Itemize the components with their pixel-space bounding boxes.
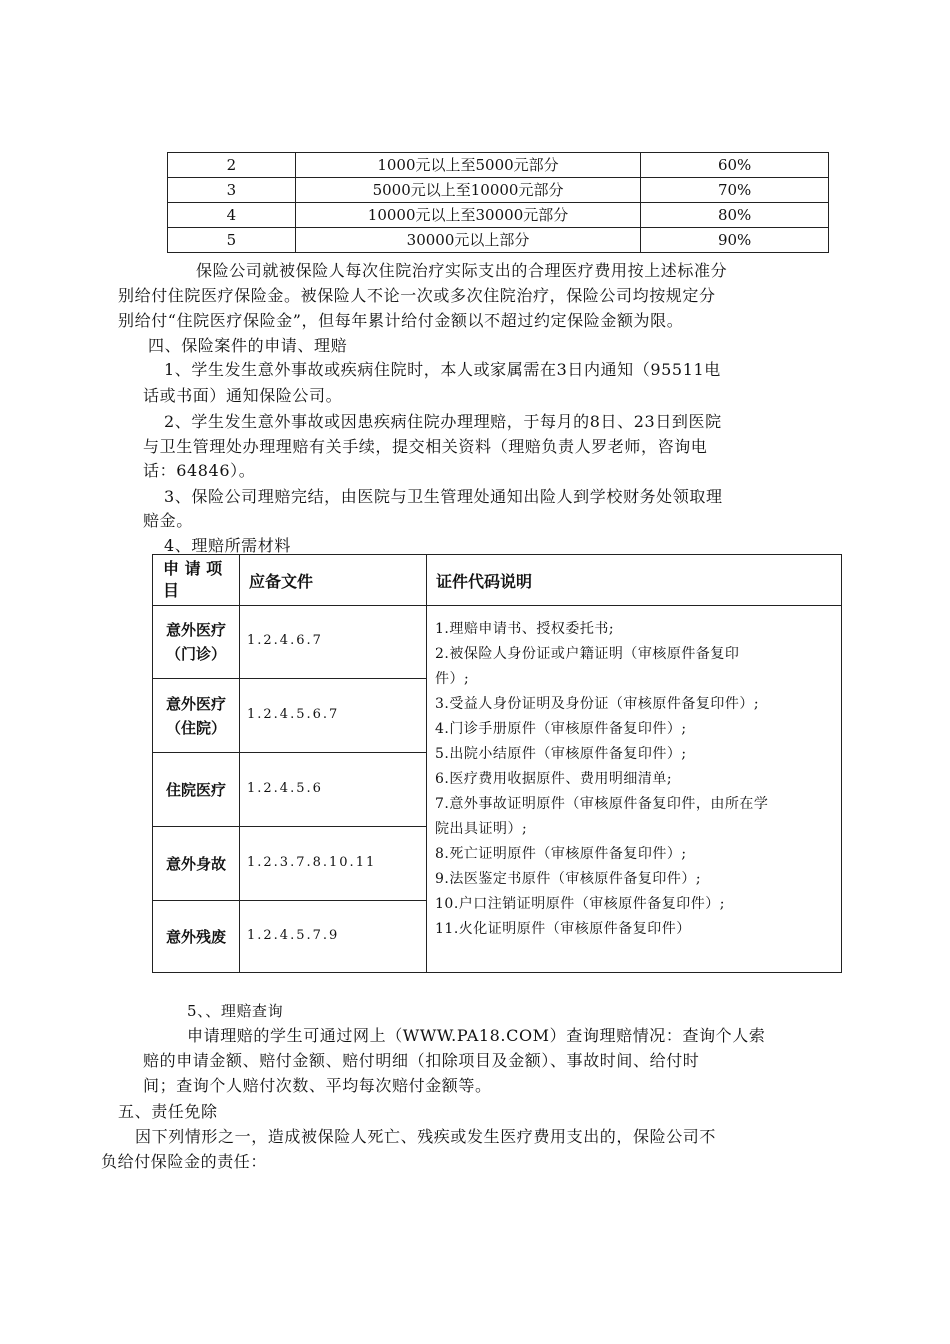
table-divider (239, 555, 240, 972)
list-item: 与卫生管理处办理理赔有关手续，提交相关资料（理赔负责人罗老师，咨询电 (143, 437, 708, 456)
table-row (168, 203, 829, 228)
row-number: 3 (168, 178, 296, 203)
row-divider (153, 900, 426, 901)
list-item: 4、理赔所需材料 (164, 536, 291, 555)
description-line: 9.法医鉴定书原件（审核原件备复印件）; (435, 871, 702, 887)
paragraph-line: 间；查询个人赔付次数、平均每次赔付金额等。 (143, 1076, 492, 1095)
paragraph-line: 别给付住院医疗保险金。被保险人不论一次或多次住院治疗，保险公司均按规定分 (118, 286, 716, 305)
row-divider (153, 752, 426, 753)
row-divider (153, 678, 426, 679)
list-item: 3、保险公司理赔完结，由医院与卫生管理处通知出险人到学校财务处领取理 (164, 487, 723, 506)
rate-cell: 90% (641, 228, 829, 253)
header-item-line: 目 (163, 581, 180, 600)
section-heading: 5、、理赔查询 (187, 1002, 284, 1020)
description-line: 1.理赔申请书、授权委托书; (435, 621, 615, 637)
document-codes: 1.2.3.7.8.10.11 (247, 855, 377, 870)
document-codes: 1.2.4.5.6 (247, 781, 323, 796)
rate-cell: 60% (641, 153, 829, 178)
range-cell: 30000元以上部分 (295, 228, 640, 253)
rate-table (167, 152, 829, 253)
row-number: 5 (168, 228, 296, 253)
list-item: 2、学生发生意外事故或因患疾病住院办理理赔，于每月的8日、23日到医院 (164, 412, 722, 431)
row-number: 2 (168, 153, 296, 178)
description-line: 件）; (435, 671, 470, 687)
paragraph-line: 别给付“住院医疗保险金”，但每年累计给付金额以不超过约定保险金额为限。 (118, 311, 684, 330)
claim-item (153, 692, 239, 740)
rate-cell: 70% (641, 178, 829, 203)
list-item: 话：64846）。 (143, 461, 256, 480)
list-item: 赔金。 (143, 511, 193, 530)
header-item (163, 558, 239, 610)
header-item-line: 申 请 项 (163, 559, 223, 578)
description-line: 2.被保险人身份证或户籍证明（审核原件备复印 (435, 646, 740, 662)
description-line: 8.死亡证明原件（审核原件备复印件）; (435, 846, 687, 862)
claim-item-line: 住院医疗 (165, 781, 226, 799)
document-codes: 1.2.4.6.7 (247, 633, 323, 648)
table-row (168, 178, 829, 203)
claim-item (153, 852, 239, 876)
rate-cell: 80% (641, 203, 829, 228)
paragraph-line: 负给付保险金的责任： (101, 1152, 268, 1171)
list-item: 1、学生发生意外事故或疾病住院时，本人或家属需在3日内通知（95511电 (164, 360, 721, 379)
range-cell: 10000元以上至30000元部分 (295, 203, 640, 228)
range-cell: 1000元以上至5000元部分 (295, 153, 640, 178)
paragraph-line: 赔的申请金额、赔付金额、赔付明细（扣除项目及金额）、事故时间、给付时 (143, 1051, 700, 1070)
description-line: 6.医疗费用收据原件、费用明细清单; (435, 771, 673, 787)
header-files: 应备文件 (249, 572, 314, 591)
description-line: 10.户口注销证明原件（审核原件备复印件）; (435, 896, 725, 912)
table-row (168, 228, 829, 253)
description-line: 11.火化证明原件（审核原件备复印件） (435, 921, 691, 937)
range-cell: 5000元以上至10000元部分 (295, 178, 640, 203)
header-description: 证件代码说明 (436, 572, 533, 591)
claim-item-line: （住院） (165, 719, 226, 737)
row-divider (153, 826, 426, 827)
section-heading: 四、保险案件的申请、理赔 (148, 336, 348, 355)
section-heading: 五、责任免除 (118, 1102, 218, 1121)
description-line: 院出具证明）; (435, 821, 528, 837)
description-line: 3.受益人身份证明及身份证（审核原件备复印件）; (435, 696, 760, 712)
document-codes: 1.2.4.5.7.9 (247, 928, 340, 943)
description-line: 7.意外事故证明原件（审核原件备复印件，由所在学 (435, 796, 769, 812)
claim-item-line: 意外身故 (165, 855, 226, 873)
claim-item (153, 778, 239, 802)
paragraph-line: 申请理赔的学生可通过网上（WWW.PA18.COM）查询理赔情况：查询个人索 (187, 1026, 766, 1045)
paragraph-line: 因下列情形之一，造成被保险人死亡、残疾或发生医疗费用支出的，保险公司不 (135, 1127, 717, 1146)
row-number: 4 (168, 203, 296, 228)
table-divider (426, 555, 427, 972)
document-codes: 1.2.4.5.6.7 (247, 707, 340, 722)
paragraph-line: 保险公司就被保险人每次住院治疗实际支出的合理医疗费用按上述标准分 (196, 261, 728, 280)
claim-item-line: 意外残废 (165, 928, 226, 946)
claim-materials-table (152, 554, 842, 973)
claim-item (153, 925, 239, 949)
description-line: 4.门诊手册原件（审核原件备复印件）; (435, 721, 687, 737)
claim-item-line: 意外医疗 (165, 695, 226, 713)
claim-item (153, 618, 239, 666)
list-item: 话或书面）通知保险公司。 (143, 386, 343, 405)
description-line: 5.出院小结原件（审核原件备复印件）; (435, 746, 687, 762)
claim-item-line: 意外医疗 (165, 621, 226, 639)
code-description-list (435, 617, 835, 942)
table-row (168, 153, 829, 178)
claim-item-line: （门诊） (165, 645, 226, 663)
